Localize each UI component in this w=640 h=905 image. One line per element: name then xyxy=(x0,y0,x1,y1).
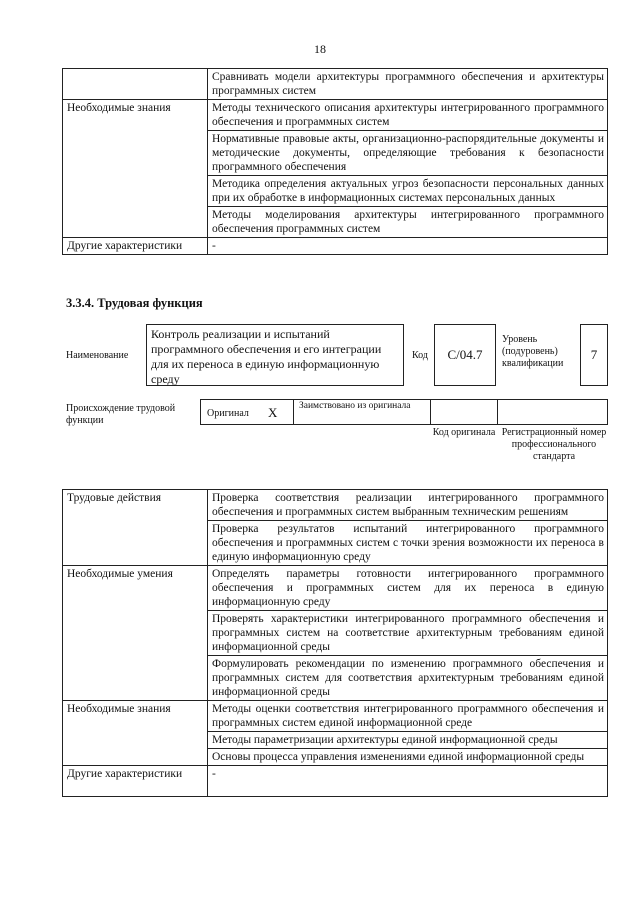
row-item: Методы оценки соответствия интегрированного программного обеспечения и программных систем единой информационной среде xyxy=(208,701,608,732)
table-row xyxy=(63,566,608,611)
row-item: Сравнивать модели архитектуры программного обеспечения и архитектуры программных систем xyxy=(208,69,608,100)
table-row xyxy=(63,69,608,100)
original-label: Оригинал xyxy=(207,408,249,419)
row-item: Методы моделирования архитектуры интегрированного программного обеспечения программных систем xyxy=(208,207,608,238)
function-details-table xyxy=(62,489,608,797)
table-row xyxy=(63,766,608,797)
row-label: Другие характеристики xyxy=(63,766,208,797)
function-name-box: Контроль реализации и испытаний программного обеспечения и его интеграции для их переноса в единую информационную среду xyxy=(146,324,404,386)
row-label: Необходимые знания xyxy=(63,701,208,766)
top-requirements-table xyxy=(62,68,608,255)
level-label: Уровень (подуровень) квалификации xyxy=(502,334,564,369)
row-label: Трудовые действия xyxy=(63,490,208,566)
row-label: Другие характеристики xyxy=(63,238,208,255)
origin-row xyxy=(200,399,608,425)
code-value-box: C/04.7 xyxy=(434,324,496,386)
page-number: 18 xyxy=(314,42,326,56)
row-item: Формулировать рекомендации по изменению программного обеспечения и программных систем для соответствия архитектурным требованиям единой информационной среды xyxy=(208,656,608,701)
row-item: Методы параметризации архитектуры единой информационной среды xyxy=(208,732,608,749)
origin-label: Происхождение трудовой функции xyxy=(66,403,176,426)
table-row xyxy=(63,701,608,732)
row-item: Методика определения актуальных угроз безопасности персональных данных при их обработке в информационных системах персональных данных xyxy=(208,176,608,207)
row-item: - xyxy=(208,238,608,255)
row-item: Нормативные правовые акты, организационно-распорядительные документы и методические документы, определяющие требования к безопасности программного обеспечения xyxy=(208,131,608,176)
level-value-box: 7 xyxy=(580,324,608,386)
row-item: Проверка соответствия реализации интегрированного программного обеспечения и программных систем выбранным техническим решениям xyxy=(208,490,608,521)
original-mark: X xyxy=(268,405,278,420)
divider xyxy=(430,399,431,425)
name-label: Наименование xyxy=(66,350,129,361)
row-item: Проверять характеристики интегрированного программного обеспечения и программных систем на соответствие архитектурным требованиям единой информационной среды xyxy=(208,611,608,656)
divider xyxy=(293,399,294,425)
table-row xyxy=(63,490,608,521)
code-label: Код xyxy=(412,350,428,361)
row-label: Необходимые знания xyxy=(63,100,208,238)
row-label xyxy=(63,69,208,100)
borrowed-label: Заимствовано из оригинала xyxy=(299,401,411,411)
section-title: 3.3.4. Трудовая функция xyxy=(66,296,203,310)
row-item: Методы технического описания архитектуры интегрированного программного обеспечения и программных систем xyxy=(208,100,608,131)
divider xyxy=(497,399,498,425)
row-item: Проверка результатов испытаний интегрированного программного обеспечения и программных систем с точки зрения возможности их переноса в единую информационную среду xyxy=(208,521,608,566)
table-row xyxy=(63,100,608,131)
table-row xyxy=(63,238,608,255)
row-label: Необходимые умения xyxy=(63,566,208,701)
registration-number-caption: Регистрационный номер профессионального стандарта xyxy=(501,427,607,462)
row-item: Основы процесса управления изменениями единой информационной среды xyxy=(208,749,608,766)
row-item: - xyxy=(208,766,608,797)
code-original-caption: Код оригинала xyxy=(432,427,496,438)
row-item: Определять параметры готовности интегрированного программного обеспечения и программных систем для их переноса в единую информационную среду xyxy=(208,566,608,611)
